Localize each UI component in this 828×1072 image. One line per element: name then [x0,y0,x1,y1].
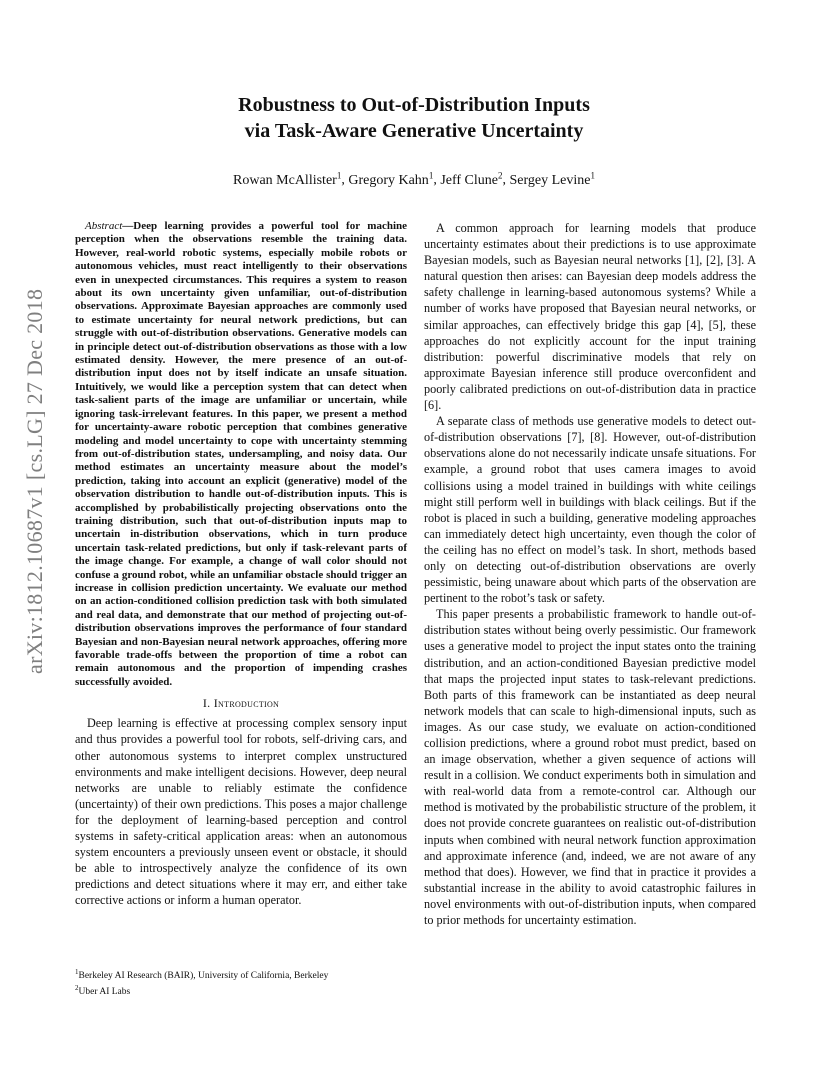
title-line-1: Robustness to Out-of-Distribution Inputs [238,94,590,116]
author: Sergey Levine$^1$ [509,170,595,188]
right-column [424,220,756,928]
author: Jeff Clune$^2$ [440,170,503,188]
author: Gregory Kahn$^1$ [348,170,434,188]
abstract-text: Deep learning provides a powerful tool for machine perception when the observations resemble the training data. However, real-world robotic systems, especially mobile robots or autonomous vehicles, must react intelligently to their observations even in unexpected circumstances. This requires a system to reason about its own uncertainty given unfamiliar, out-of-distribution observations. Approximate Bayesian approaches are commonly used to estimate uncertainty for neural network predictions, but can struggle with out-of-distribution observations. Generative models can in principle detect out-of-distribution observations as those with a low estimated density. However, the mere presence of an out-of-distribution input does not by itself indicate an unsafe situation. Intuitively, we would like a perception system that can detect when task-salient parts of the image are unfamiliar or uncertain, while ignoring task-irrelevant features. In this paper, we present a method for uncertainty-aware robotic perception that combines generative modeling and model uncertainty to cope with uncertainty stemming from out-of-distribution states, undersampling, and noisy data. Our method estimates an uncertainty measure about the model’s prediction, taking into account an explicit (generative) model of the observation distribution to handle out-of-distribution inputs. This is accomplished by probabilistically projecting observations onto the training distribution, such that out-of-distribution inputs map to uncertain in-distribution observations, which in turn produce uncertain task-related predictions, but only if task-relevant parts of the image change. For example, a change of wall color should not confuse a ground robot, while an unfamiliar obstacle should trigger an increase in collision prediction uncertainty. We evaluate our method on an action-conditioned collision prediction task with both simulated and real data, and demonstrate that our method of projecting out-of-distribution observations improves the performance of four standard Bayesian and non-Bayesian neural network approaches, offering more favorable trade-offs between the proportion of time a robot can remain autonomous and the proportion of impending crashes successfully avoided. [75,220,407,688]
affiliation-mark: 1 [590,170,595,180]
abstract-label: Abstract [85,220,123,232]
left-column [75,220,407,908]
section-heading-introduction: I. Introduction [202,696,280,711]
footnotes [75,966,407,998]
affiliation-mark: 1 [428,170,434,180]
paragraph: This paper presents a probabilistic framework to handle out-of-distribution states without being overly pessimistic. Our framework uses a generative model to project the input states onto the training distribution, and an action-conditioned Bayesian predictive model that maps the projected input states to task-relevant predictions. Both parts of this framework can be instantiated as deep neural network models that can scale to high-dimensional inputs, such as images. As our case study, we evaluate on action-conditioned collision predictions, where a ground robot must predict, based on an image observation, whether a given sequence of actions will result in a collision. We conduct experiments both in simulation and with real-world data from a remote-control car. Although our method is motivated by the probabilistic structure of the problem, it does not provide concrete guarantees on realistic out-of-distribution inputs when combined with neural network function approximation and approximate inference (and, indeed, we are not aware of any method that does). However, we find that in practice it provides a substantial increase in the ability to avoid catastrophic failures in novel environments with out-of-distribution inputs, when compared to prior methods for uncertainty estimation. [424,607,756,928]
title-line-2: via Task-Aware Generative Uncertainty [244,120,584,142]
arxiv-identifier: arXiv:1812.10687v1 [cs.LG] 27 Dec 2018 [22,288,47,674]
intro-paragraph: Deep learning is effective at processing complex sensory input and thus provides a powerful tool for robots, self-driving cars, and other autonomous systems to interpret complex unstructured environments and make intelligent decisions. However, deep neural networks are unable to reliably estimate the confidence (uncertainty) of their own predictions. This poses a major challenge for the deployment of learning-based perception and control systems in safety-critical application areas: when an autonomous system encounters a previously unseen event or obstacle, it should be able to introspectively analyze the confidence of its own predictions and detect situations where it may err, and either take corrective actions or inform a human operator. [75,716,407,908]
paragraph: A common approach for learning models that produce uncertainty estimates about their predictions is to use approximate Bayesian models, such as Bayesian neural networks [1], [2], [3]. A natural question then arises: can Bayesian deep models address the safety challenge in learning-based autonomous systems? While a number of works have proposed that Bayesian neural networks, or similar approaches, can effectively bridge this gap [4], [5], these approaches do not explicitly account for the input training distribution: powerful discriminative models that rely on approximate Bayesian inference still produce overconfident and poorly calibrated predictions on out-of-distribution data in practice [6]. [424,221,756,413]
paper-title [0,92,828,144]
footnote: $^2$Uber AI Labs [75,984,131,998]
author-list: Rowan McAllister$^1$, Gregory Kahn$^1$, Jeff Clune$^2$, Sergey Levine$^1$ [233,170,595,188]
affiliation-mark: 1 [336,170,342,180]
footnote: $^1$Berkeley AI Research (BAIR), University of California, Berkeley [75,968,329,982]
paragraph: A separate class of methods use generative models to detect out-of-distribution observations [7], [8]. However, out-of-distribution observations alone do not necessarily indicate unsafe situations. For example, a ground robot that uses camera images to avoid collisions using a model trained in buildings with white ceilings might still perform well in buildings with black ceilings. But if the robot is placed in such a building, generative modeling approaches can immediately detect high uncertainty, even though the color of the ceiling has no effect on model’s task. In short, methods based only on detecting out-of-distribution observations are overly pessimistic, being unaware about which parts of the observation are pertinent to the robot’s task or safety. [424,414,756,606]
affiliation-mark: 2 [498,170,503,180]
abstract: Abstract—Deep learning provides a powerful tool for machine perception when the observations resemble the training data. However, real-world robotic systems, especially mobile robots or autonomous vehicles, must react intelligently to their observations even in unexpected circumstances. This requires a system to reason about its own uncertainty given unfamiliar, out-of-distribution observations. Approximate Bayesian approaches are commonly used to estimate uncertainty for neural network predictions, but can struggle with out-of-distribution observations. Generative models can in principle detect out-of-distribution observations as those with a low estimated density. However, the mere presence of an out-of-distribution input does not by itself indicate an unsafe situation. Intuitively, we would like a perception system that can detect when task-salient parts of the image are unfamiliar or uncertain, while ignoring task-irrelevant features. In this paper, we present a method for uncertainty-aware robotic perception that combines generative modeling and model uncertainty to cope with uncertainty stemming from out-of-distribution states, undersampling, and noisy data. Our method estimates an uncertainty measure about the model’s prediction, taking into account an explicit (generative) model of the observation distribution to handle out-of-distribution inputs. This is accomplished by probabilistically projecting observations onto the training distribution, such that out-of-distribution inputs map to uncertain in-distribution observations, which in turn produce uncertain task-related predictions, but only if task-relevant parts of the image change. For example, a change of wall color should not confuse a ground robot, while an unfamiliar obstacle should trigger an increase in collision prediction uncertainty. We evaluate our method on an action-conditioned collision prediction task with both simulated and real data, and demonstrate that our method of projecting out-of-distribution observations improves the performance of four standard Bayesian and non-Bayesian neural network approaches, offering more favorable trade-offs between the proportion of time a robot can remain autonomous and the proportion of impending crashes successfully avoided. [75,220,407,688]
author: Rowan McAllister$^1$ [233,170,342,188]
